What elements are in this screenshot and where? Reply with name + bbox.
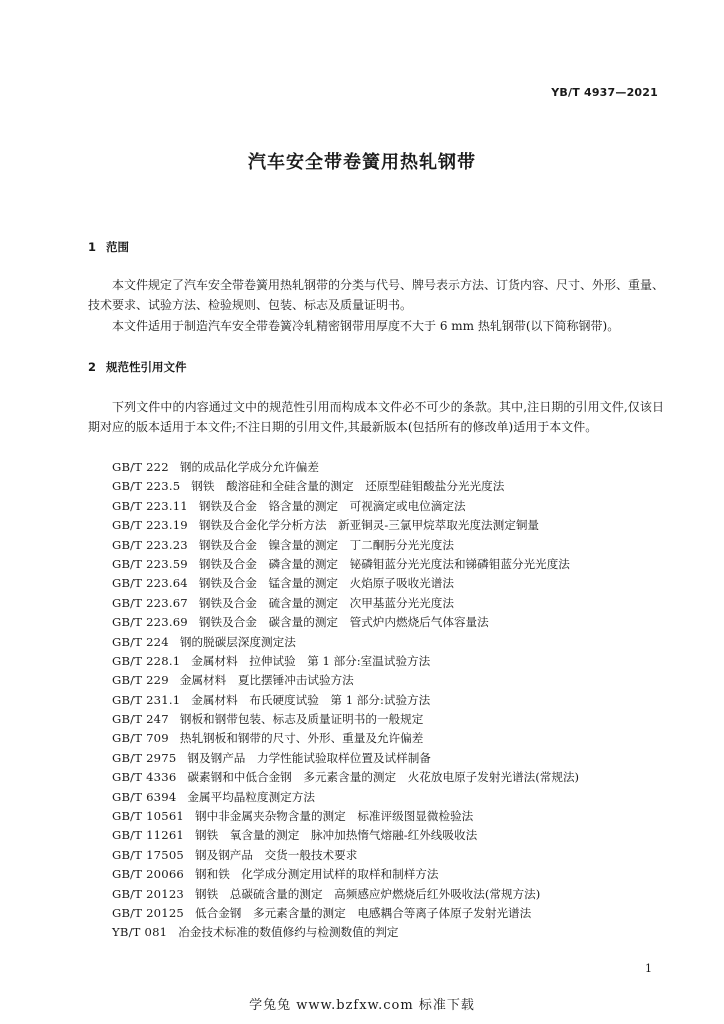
section-2-heading xyxy=(88,359,187,375)
section-1-title: 范围 xyxy=(106,240,129,254)
reference-item xyxy=(112,652,672,671)
reference-code: GB/T 247 xyxy=(112,712,169,727)
reference-item xyxy=(112,885,672,904)
reference-title: 钢铁及合金 锰含量的测定 火焰原子吸收光谱法 xyxy=(198,576,454,591)
reference-code: GB/T 223.23 xyxy=(112,537,188,552)
reference-item xyxy=(112,710,672,729)
reference-title: 钢板和钢带包装、标志及质量证明书的一般规定 xyxy=(179,712,424,727)
document-title: 汽车安全带卷簧用热轧钢带 xyxy=(248,152,476,173)
reference-code: GB/T 223.64 xyxy=(112,576,188,591)
reference-title: 钢铁及合金 硫含量的测定 次甲基蓝分光光度法 xyxy=(198,595,454,610)
reference-item xyxy=(112,865,672,884)
reference-title: 金属材料 布氏硬度试验 第 1 部分:试验方法 xyxy=(191,692,431,707)
reference-title: 钢的脱碳层深度测定法 xyxy=(179,634,296,649)
reference-code: YB/T 081 xyxy=(112,925,168,940)
reference-code: GB/T 223.19 xyxy=(112,518,188,533)
scope-paragraph-1: 本文件规定了汽车安全带卷簧用热轧钢带的分类与代号、牌号表示方法、订货内容、尺寸、外形、重量、技术要求、试验方法、检验规则、包装、标志及质量证明书。 xyxy=(88,278,665,312)
reference-item xyxy=(112,671,672,690)
reference-list xyxy=(112,458,672,943)
reference-code: GB/T 223.69 xyxy=(112,615,188,630)
reference-title: 钢及钢产品 交货一般技术要求 xyxy=(195,847,358,862)
reference-code: GB/T 11261 xyxy=(112,828,184,843)
reference-item xyxy=(112,691,672,710)
reference-code: GB/T 229 xyxy=(112,673,169,688)
reference-code: GB/T 223.11 xyxy=(112,498,188,513)
reference-title: 钢铁及合金 铬含量的测定 可视滴定或电位滴定法 xyxy=(198,498,466,513)
reference-code: GB/T 6394 xyxy=(112,789,177,804)
reference-code: GB/T 20125 xyxy=(112,905,184,920)
section-1-heading xyxy=(88,239,129,255)
section-2-number: 2 xyxy=(88,360,97,374)
reference-code: GB/T 223.5 xyxy=(112,479,181,494)
reference-code: GB/T 223.67 xyxy=(112,595,188,610)
reference-item xyxy=(112,536,672,555)
reference-title: 金属平均晶粒度测定方法 xyxy=(187,789,315,804)
reference-title: 金属材料 夏比摆锤冲击试验方法 xyxy=(179,673,354,688)
reference-title: 低合金钢 多元素含量的测定 电感耦合等离子体原子发射光谱法 xyxy=(195,905,532,920)
reference-item xyxy=(112,846,672,865)
reference-title: 钢铁及合金 镍含量的测定 丁二酮肟分光光度法 xyxy=(198,537,454,552)
reference-code: GB/T 222 xyxy=(112,460,169,474)
reference-title: 钢及钢产品 力学性能试验取样位置及试样制备 xyxy=(187,750,431,765)
reference-item xyxy=(112,555,672,574)
reference-item xyxy=(112,923,672,942)
reference-code: GB/T 10561 xyxy=(112,809,184,824)
reference-item xyxy=(112,594,672,613)
reference-item xyxy=(112,633,672,652)
reference-code: GB/T 4336 xyxy=(112,770,177,785)
reference-item xyxy=(112,613,672,632)
reference-title: 碳素钢和中低合金钢 多元素含量的测定 火花放电原子发射光谱法(常规法) xyxy=(187,770,580,785)
reference-code: GB/T 231.1 xyxy=(112,692,181,707)
page-number: 1 xyxy=(645,962,652,975)
reference-item xyxy=(112,458,672,477)
reference-item xyxy=(112,729,672,748)
reference-code: GB/T 20123 xyxy=(112,886,184,901)
reference-code: GB/T 228.1 xyxy=(112,653,181,668)
scope-paragraph-2: 本文件适用于制造汽车安全带卷簧冷轧精密钢带用厚度不大于 6 mm 热轧钢带(以下简称钢带)。 xyxy=(112,319,620,333)
section-2-title: 规范性引用文件 xyxy=(106,360,187,374)
reference-title: 钢铁 总碳硫含量的测定 高频感应炉燃烧后红外吸收法(常规方法) xyxy=(195,886,541,901)
reference-title: 钢中非金属夹杂物含量的测定 标准评级图显微检验法 xyxy=(195,809,474,824)
footer-watermark: 学兔兔 www.bzfxw.com 标准下载 xyxy=(249,998,475,1013)
reference-item xyxy=(112,768,672,787)
section-1-number: 1 xyxy=(88,240,97,254)
reference-code: GB/T 2975 xyxy=(112,750,177,765)
reference-title: 热轧钢板和钢带的尺寸、外形、重量及允许偏差 xyxy=(179,731,424,746)
reference-code: GB/T 224 xyxy=(112,634,169,649)
reference-title: 冶金技术标准的数值修约与检测数值的判定 xyxy=(178,925,399,940)
references-intro: 下列文件中的内容通过文中的规范性引用而构成本文件必不可少的条款。其中,注日期的引用文件,仅该日期对应的版本适用于本文件;不注日期的引用文件,其最新版本(包括所有的修改单)适用于本文件。 xyxy=(88,400,664,434)
reference-title: 钢铁及合金 磷含量的测定 铋磷钼蓝分光光度法和锑磷钼蓝分光光度法 xyxy=(198,556,570,571)
reference-title: 钢铁 氧含量的测定 脉冲加热惰气熔融-红外线吸收法 xyxy=(195,828,478,843)
reference-title: 钢的成品化学成分允许偏差 xyxy=(179,460,319,474)
reference-title: 钢铁 酸溶硅和全硅含量的测定 还原型硅钼酸盐分光光度法 xyxy=(191,479,505,494)
reference-title: 钢和铁 化学成分测定用试样的取样和制样方法 xyxy=(195,867,439,882)
reference-code: GB/T 20066 xyxy=(112,867,184,882)
reference-item xyxy=(112,904,672,923)
reference-item xyxy=(112,807,672,826)
reference-title: 钢铁及合金 碳含量的测定 管式炉内燃烧后气体容量法 xyxy=(198,615,489,630)
reference-item xyxy=(112,826,672,845)
reference-title: 金属材料 拉伸试验 第 1 部分:室温试验方法 xyxy=(191,653,431,668)
reference-code: GB/T 223.59 xyxy=(112,556,188,571)
reference-item xyxy=(112,574,672,593)
standard-code: YB/T 4937—2021 xyxy=(551,86,658,99)
reference-code: GB/T 17505 xyxy=(112,847,184,862)
reference-item xyxy=(112,477,672,496)
reference-item xyxy=(112,788,672,807)
reference-title: 钢铁及合金化学分析方法 新亚铜灵-三氯甲烷萃取光度法测定铜量 xyxy=(198,518,540,533)
reference-item xyxy=(112,516,672,535)
reference-item xyxy=(112,749,672,768)
reference-code: GB/T 709 xyxy=(112,731,169,746)
reference-item xyxy=(112,497,672,516)
